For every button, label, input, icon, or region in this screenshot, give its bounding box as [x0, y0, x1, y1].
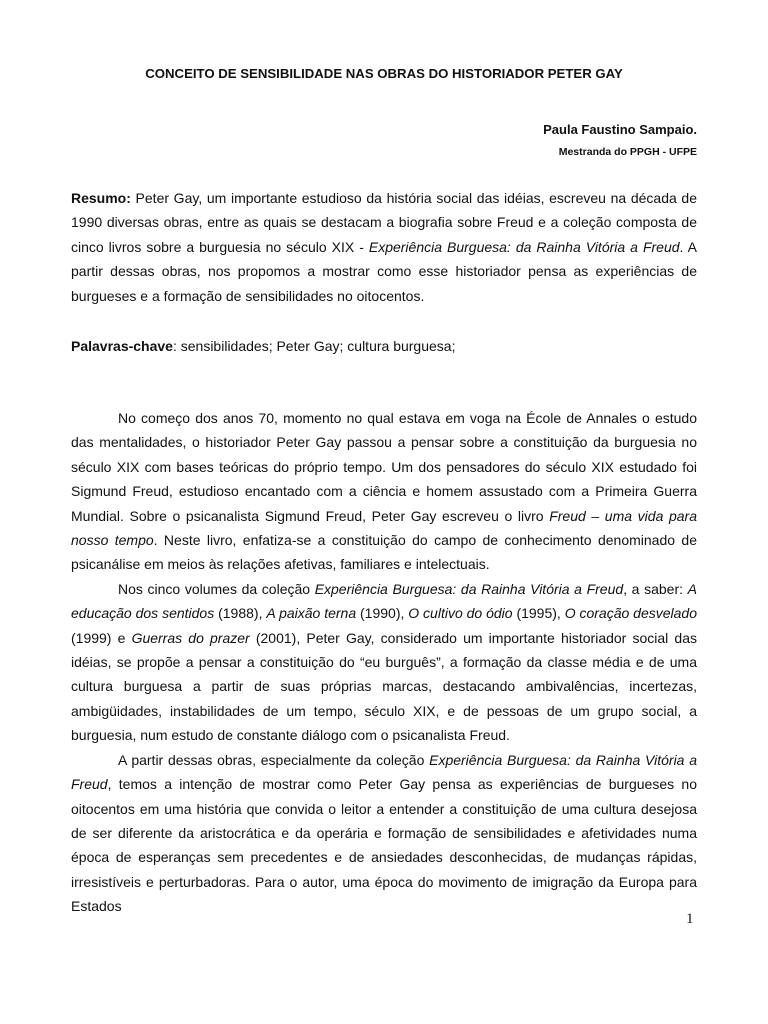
- body-paragraph-3-text: A partir dessas obras, especialmente da coleção: [118, 751, 430, 768]
- body-text: [71, 406, 697, 919]
- keywords-paragraph: [71, 334, 697, 358]
- book-title: Guerras do prazer: [131, 629, 250, 646]
- page-number: 1: [686, 911, 694, 927]
- body-paragraph-1-text-end: . Neste livro, enfatiza-se a constituição do campo de conhecimento denominado de psicanálise em meios às relações afetivas, familiares e intelectuais.: [71, 532, 697, 573]
- book-title: O cultivo do ódio: [408, 605, 513, 622]
- keywords-section: [71, 334, 697, 358]
- document-title: CONCEITO DE SENSIBILIDADE NAS OBRAS DO HISTORIADOR PETER GAY: [145, 66, 623, 81]
- body-paragraph-2-text: Nos cinco volumes da coleção: [118, 580, 315, 597]
- collection-title: Experiência Burguesa: da Rainha Vitória a Freud: [71, 751, 697, 793]
- body-paragraph-2: [71, 577, 697, 748]
- body-paragraph-2-text: (1999) e: [71, 629, 132, 646]
- keywords-label: Palavras-chave: [71, 338, 173, 354]
- body-paragraph-2-text: (2001), Peter Gay, considerado um importante historiador social das idéias, se propõe a pensar a constituição do “eu burguês”, a formação da classe média e de uma cultura burguesa a partir de suas próprias marcas, destacando ambivalências, incertezas, ambigüidades, instabilidades de um tempo, século XIX, e de pessoas de um grupo social, a burguesia, num estudo de constante diálogo com o psicanalista Freud.: [71, 629, 698, 744]
- abstract-label: Resumo:: [71, 190, 131, 206]
- abstract-section: [71, 186, 697, 308]
- body-paragraph-2-text: , a saber:: [623, 580, 688, 597]
- body-paragraph-1: [71, 406, 697, 577]
- collection-title: Experiência Burguesa: da Rainha Vitória a Freud: [314, 580, 624, 597]
- body-paragraph-3: [71, 748, 697, 919]
- abstract-paragraph: [71, 186, 697, 308]
- body-paragraph-2-text: (1988),: [214, 605, 267, 622]
- book-title-freud: Freud – uma vida para nosso tempo: [71, 507, 697, 549]
- abstract-collection-title: Experiência Burguesa: da Rainha Vitória a Freud: [368, 238, 680, 255]
- book-title: A educação dos sentidos: [71, 580, 697, 622]
- body-paragraph-3-text: , temos a intenção de mostrar como Peter Gay pensa as experiências de burgueses no oitocentos em uma história que convida o leitor a entender a constituição de uma cultura desejosa de ser diferente da aristocrática e da operária e formação de sensibilidades e afetividades numa época de esperanças sem precedentes e de ansiedades desconhecidas, de mudanças rápidas, irresistíveis e perturbadoras. Para o autor, uma época do movimento de imigração da Europa para Estados: [71, 776, 697, 915]
- abstract-text-end: . A partir dessas obras, nos propomos a mostrar como esse historiador pensa as experiências de burgueses e a formação de sensibilidades no oitocentos.: [71, 238, 697, 304]
- author-name: Paula Faustino Sampaio.: [543, 122, 697, 137]
- keywords-text: : sensibilidades; Peter Gay; cultura burguesa;: [172, 338, 456, 354]
- body-paragraph-1-text: No começo dos anos 70, momento no qual estava em voga na École de Annales o estudo das mentalidades, o historiador Peter Gay passou a pensar sobre a constituição da burguesia no século XIX com bases teóricas do próprio tempo. Um dos pensadores do século XIX estudado foi Sigmund Freud, estudioso encantado com a ciência e homem assustado com a Primeira Guerra Mundial. Sobre o psicanalista Sigmund Freud, Peter Gay escreveu o livro: [71, 410, 697, 524]
- author-affiliation: Mestranda do PPGH - UFPE: [558, 146, 697, 158]
- book-title: A paixão terna: [266, 605, 357, 622]
- abstract-text: Peter Gay, um importante estudioso da história social das idéias, escreveu na década de 1990 diversas obras, entre as quais se destacam a biografia sobre Freud e a coleção composta de cinco livros sobre a burguesia no século XIX -: [71, 190, 697, 255]
- book-title: O coração desvelado: [564, 605, 698, 622]
- body-paragraph-2-text: (1990),: [356, 605, 409, 622]
- body-paragraph-2-text: (1995),: [512, 605, 565, 622]
